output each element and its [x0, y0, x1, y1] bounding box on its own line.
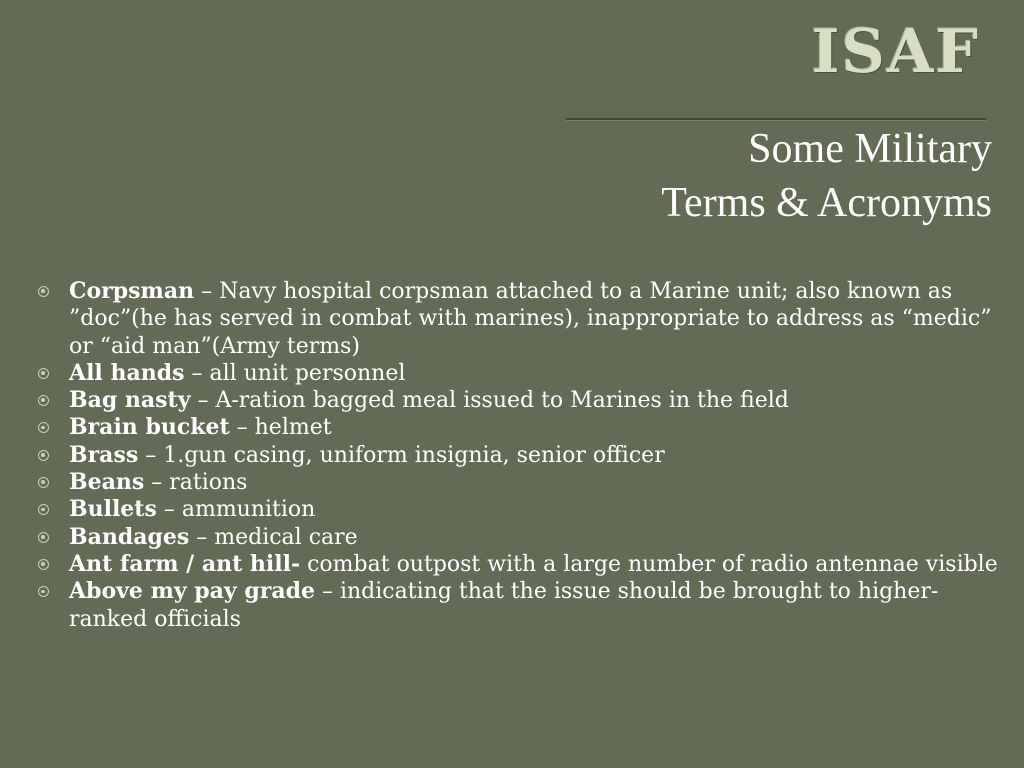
term-label: Bullets	[69, 496, 157, 523]
circled-dot-icon	[38, 286, 49, 297]
circled-dot-icon	[38, 477, 49, 488]
list-item-all-hands	[38, 360, 998, 387]
term-definition: – all unit personnel	[184, 360, 406, 386]
term-label: Brain bucket	[69, 414, 230, 441]
term-definition: – helmet	[229, 415, 332, 441]
terms-list	[38, 278, 998, 633]
circled-dot-icon	[38, 450, 49, 461]
term-definition: – indicating that the issue should be brought to higher-ranked officials	[69, 579, 939, 632]
term-definition: – 1.gun casing, uniform insignia, senior officer	[138, 442, 665, 468]
slide-subtitle	[661, 122, 992, 230]
circled-dot-icon	[38, 368, 49, 379]
slide-title: ISAF	[811, 17, 980, 87]
term-definition: – medical care	[189, 524, 358, 550]
term-definition: – ammunition	[156, 497, 316, 523]
list-item-bandages	[38, 524, 998, 551]
term-label: Corpsman	[69, 278, 195, 304]
subtitle-line-1: Some Military	[748, 126, 992, 172]
list-item-corpsman	[38, 278, 998, 360]
circled-dot-icon	[38, 559, 49, 570]
circled-dot-icon	[38, 395, 49, 406]
circled-dot-icon	[38, 532, 49, 543]
subtitle-line-2: Terms & Acronyms	[661, 180, 992, 226]
term-label: Brass	[69, 441, 139, 468]
term-label: Beans	[69, 469, 145, 496]
term-definition: – Navy hospital corpsman attached to a Marine unit; also known as ”doc”(he has served in combat with marines), inappropriate to address as “medic” or “aid man”(Army terms)	[69, 279, 992, 359]
list-item-above-my-pay-grade	[38, 578, 998, 633]
term-definition: combat outpost with a large number of radio antennae visible	[300, 551, 998, 577]
term-label: Ant farm / ant hill-	[69, 550, 301, 577]
list-item-bag-nasty	[38, 387, 998, 414]
list-item-beans	[38, 469, 998, 496]
title-divider	[566, 118, 986, 120]
list-item-brain-bucket	[38, 414, 998, 441]
circled-dot-icon	[38, 422, 49, 433]
circled-dot-icon	[38, 586, 49, 597]
circled-dot-icon	[38, 504, 49, 515]
term-definition: – A-ration bagged meal issued to Marines in the field	[190, 388, 789, 414]
term-label: Bandages	[69, 523, 190, 550]
term-definition: – rations	[144, 470, 248, 496]
term-label: All hands	[69, 359, 185, 386]
list-item-ant-farm	[38, 551, 998, 578]
list-item-bullets	[38, 496, 998, 523]
list-item-brass	[38, 442, 998, 469]
term-label: Bag nasty	[69, 387, 191, 414]
term-label: Above my pay grade	[69, 578, 315, 605]
